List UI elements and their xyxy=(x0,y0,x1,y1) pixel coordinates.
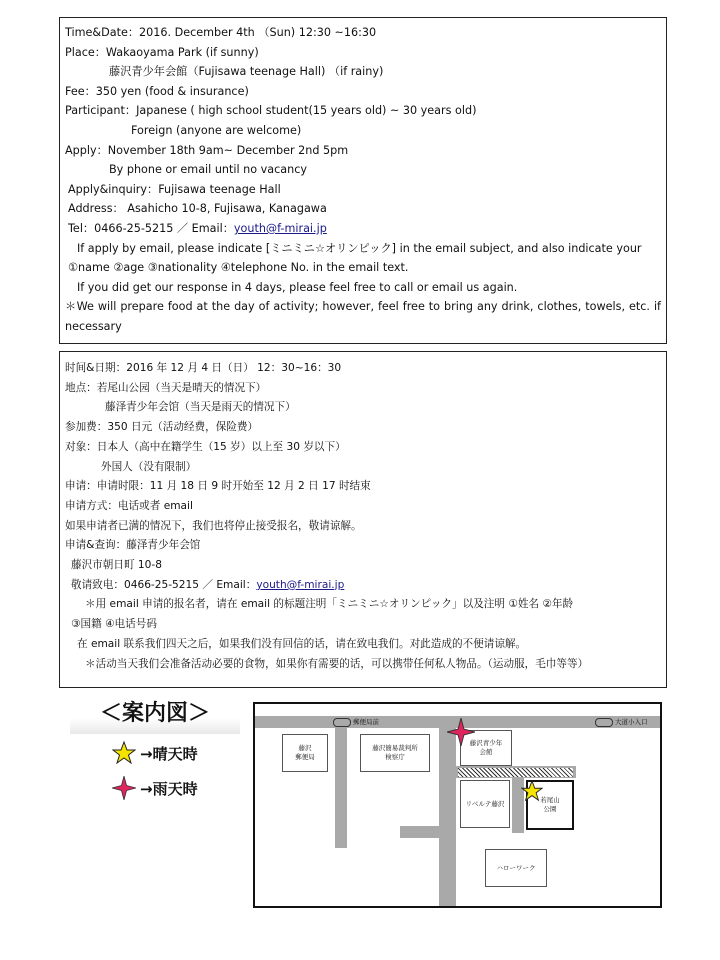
contact-line xyxy=(65,219,661,239)
email-note-1: If apply by email, please indicate [ミニミニ☆オリンピック] in the email subject, and also indicate your xyxy=(77,241,642,255)
zh-full-note: 如果申请者已满的情况下，我们也将停止接受报名，敬请谅解。 xyxy=(65,519,362,532)
email-note-2: ①name ②age ③nationality ④telephone No. in the email text. xyxy=(68,261,409,275)
zh-contact-line xyxy=(65,576,661,596)
star-icon xyxy=(112,741,136,765)
chinese-info-box xyxy=(59,351,667,688)
zh-fee: 参加费：350 日元（活动经费，保险费） xyxy=(65,421,259,434)
road-center-vertical xyxy=(439,728,456,908)
place-sunny: Place：Wakaoyama Park (if sunny) xyxy=(65,45,259,59)
rainy-marker-icon xyxy=(447,718,475,746)
zh-address: 藤沢市朝日町 10-8 xyxy=(71,559,162,572)
apply-period: Apply：November 18th 9am~ December 2nd 5pm xyxy=(65,143,349,157)
zh-food-note: ＊活动当天我们会准备活动必要的食物，如果你有需要的话，可以携带任何私人物品。（运动服，毛巾等等） xyxy=(85,657,589,670)
participant-japanese: Participant：Japanese ( high school student(15 years old) ~ 30 years old) xyxy=(65,104,477,118)
hello-work: ハローワーク xyxy=(485,849,547,887)
zh-inquiry: 申请&查询：藤泽青少年会馆 xyxy=(65,539,201,552)
legend-rainy xyxy=(112,776,198,800)
hatched-area xyxy=(458,768,573,777)
zh-email-note-2: ③国籍 ④电话号码 xyxy=(71,618,157,631)
place-rainy: 藤沢青少年会館（Fujisawa teenage Hall) （if rainy) xyxy=(109,65,384,79)
zh-target-japanese: 对象：日本人（高中在籍学生（15 岁）以上至 30 岁以下） xyxy=(65,440,346,453)
english-info-box xyxy=(59,17,667,344)
zh-tel-label: 敬请致电：0466-25-5215 ／ Email： xyxy=(71,578,257,591)
road-center-horizontal xyxy=(400,826,456,838)
time-date: Time&Date：2016. December 4th （Sun) 12:30 ~16:30 xyxy=(65,26,377,39)
zh-apply-method: 申请方式：电话或者 email xyxy=(65,499,193,512)
zh-email-link[interactable]: youth@f-mirai.jp xyxy=(256,578,345,591)
zh-email-note-1: ＊用 email 申请的报名者，请在 email 的标题注明「ミニミニ☆オリンピック」以及注明 ①姓名 ②年龄 xyxy=(85,598,574,611)
diamond-star-icon xyxy=(112,776,136,800)
zh-apply-period: 申请：申请时限：11 月 18 日 9 时开始至 12 月 2 日 17 时结束 xyxy=(65,480,371,493)
tel-label: Tel：0466-25-5215 ／ Email： xyxy=(68,221,234,235)
apply-inquiry: Apply&inquiry：Fujisawa teenage Hall xyxy=(68,182,281,196)
zh-time-date: 时间&日期：2016 年 12 月 4 日（日） 12：30~16：30 xyxy=(65,362,342,374)
daido-entrance-label: 大道小入口 xyxy=(595,717,648,727)
fujisawa-post-office: 藤沢 郵便局 xyxy=(282,734,328,772)
email-link[interactable]: youth@f-mirai.jp xyxy=(233,221,327,235)
liberte-building: リベルテ藤沢 xyxy=(460,780,510,828)
food-note: ＊We will prepare food at the day of activity; however, feel free to bring any drink, clothes, towels, etc. if necessary xyxy=(65,300,661,333)
participant-foreign: Foreign (anyone are welcome) xyxy=(131,123,302,137)
zh-target-foreign: 外国人（没有限制） xyxy=(101,460,197,473)
map-title: ＜案内図＞ xyxy=(70,694,240,734)
legend-sunny xyxy=(112,741,198,765)
legend-sunny-label: →晴天時 xyxy=(140,744,198,763)
wakaoyama-park: 若尾山 公園 xyxy=(526,780,574,830)
teenage-hall: 藤沢青少年 会館 xyxy=(460,730,512,766)
address: Address： Asahicho 10-8, Fujisawa, Kanagawa xyxy=(68,202,327,216)
apply-method: By phone or email until no vacancy xyxy=(109,163,308,177)
zh-response-note: 在 email 联系我们四天之后，如果我们没有回信的话，请在致电我们。对此造成的不便请谅解。 xyxy=(77,637,527,650)
sunny-marker-icon xyxy=(521,780,543,802)
zh-place-rainy: 藤泽青少年会馆（当天是雨天的情况下） xyxy=(105,401,296,414)
location-map xyxy=(253,702,662,908)
legend-rainy-label: →雨天時 xyxy=(140,779,198,798)
road-left-vertical xyxy=(335,728,347,848)
post-office-front-label: 郵便局前 xyxy=(333,717,379,727)
response-note: If you did get our response in 4 days, please feel free to call or email us again. xyxy=(77,280,518,294)
kanagawa-office: 藤沢簡易裁判所 検察庁 xyxy=(360,734,430,772)
zh-place-sunny: 地点：若尾山公园（当天是晴天的情况下） xyxy=(65,381,267,394)
fee: Fee：350 yen (food & insurance) xyxy=(65,84,249,98)
